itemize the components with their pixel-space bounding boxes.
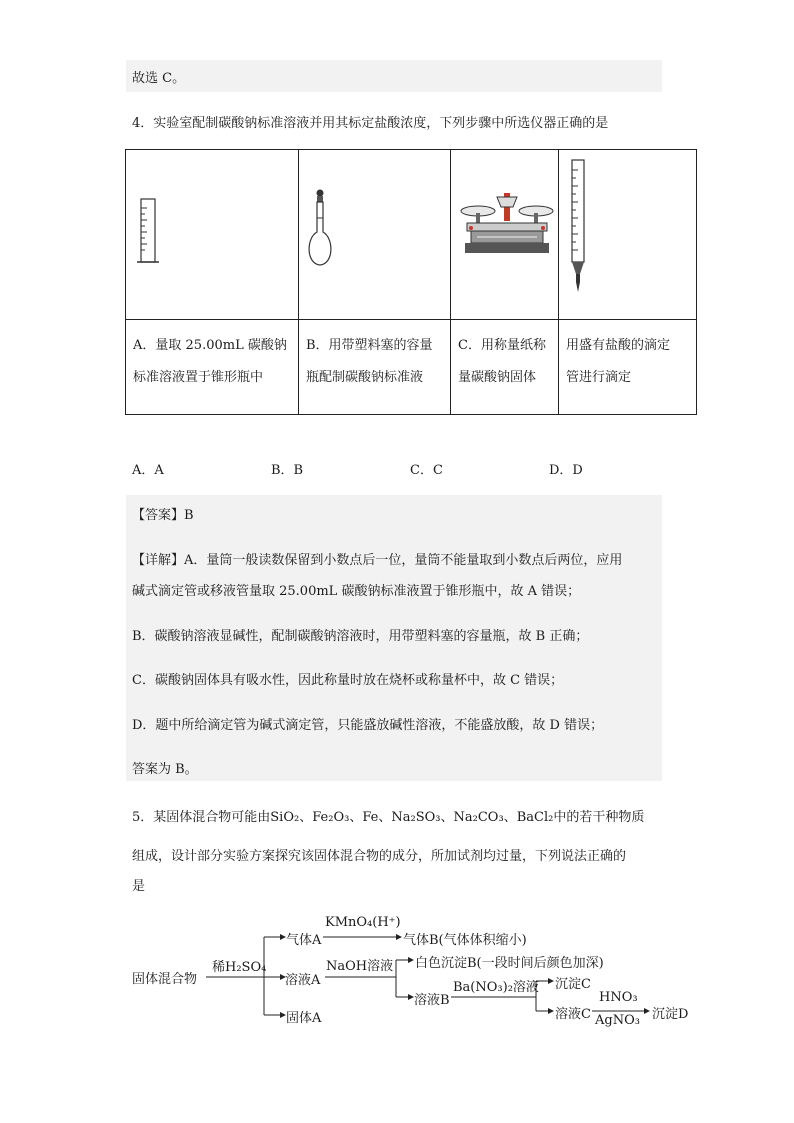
instrument-table [125,149,697,415]
flow-reagent-bano3: Ba(NO₃)₂溶液 [453,980,539,995]
cell-text-b: B．用带塑料塞的容量 瓶配制碳酸钠标准液 [299,320,451,415]
flow-solution-c: 溶液C [555,1007,591,1022]
detail-line-2: 碱式滴定管或移液管量取 25.00mL 碳酸钠标准液置于锥形瓶中，故 A 错误； [132,584,581,599]
option-a[interactable]: A．A [132,463,164,478]
flow-solution-b: 溶液B [414,993,450,1008]
substance-3: Fe [362,810,379,825]
detail-line-1: 【详解】A．量筒一般读数保留到小数点后一位，量筒不能量取到小数点后两位，应用 [132,553,623,568]
substance-5: Na₂CO₃ [453,810,504,825]
substance-2: Fe₂O₃ [312,810,350,825]
detail-line-3: B．碳酸钠溶液显碱性，配制碳酸钠溶液时，用带塑料塞的容量瓶，故 B 正确； [132,629,589,644]
question-5-stem-line2: 组成，设计部分实验方案探究该固体混合物的成分，所加试剂均过量，下列说法正确的 [132,849,627,864]
substance-6: BaCl₂ [516,810,554,825]
substance-1: SiO₂ [270,810,300,825]
flow-reagent-hno3: HNO₃ [599,990,638,1005]
flow-reagent-agno3: AgNO₃ [595,1013,640,1028]
substance-4: Na₂SO₃ [391,810,441,825]
flow-gas-a: 气体A [286,933,322,948]
detail-conclusion: 答案为 B。 [132,762,198,777]
option-d[interactable]: D．D [549,463,583,478]
flow-precipitate-d: 沉淀D [652,1007,689,1022]
detail-line-4: C．碳酸钠固体具有吸水性，因此称量时放在烧杯或称量杯中，故 C 错误； [132,673,564,688]
prev-answer-block [126,60,662,92]
question-4-stem: 4．实验室配制碳酸钠标准溶液并用其标定盐酸浓度，下列步骤中所选仪器正确的是 [132,116,609,131]
flow-precipitate-c: 沉淀C [555,977,591,992]
prev-answer-conclusion: 故选 C。 [132,71,186,86]
volumetric-flask-icon [304,188,344,270]
cell-image-b [299,150,451,320]
cell-image-c [451,150,559,320]
flow-solid-a: 固体A [286,1011,322,1026]
detail-line-5: D．题中所给滴定管为碱式滴定管，只能盛放碱性溶液，不能盛放酸，故 D 错误； [132,718,604,733]
burette-icon [566,158,596,298]
option-b[interactable]: B．B [271,463,304,478]
cell-image-d [559,150,697,320]
question-5-stem-line3: 是 [132,879,146,894]
balance-icon [457,187,557,267]
flow-gas-b: 气体B(气体体积缩小) [403,933,527,948]
flow-solution-a: 溶液A [285,973,321,988]
flow-reagent-h2so4: 稀H₂SO₄ [212,960,267,975]
question-5-stem-line1: 5．某固体混合物可能由SiO₂、Fe₂O₃、Fe、Na₂SO₃、Na₂CO₃、BaCl₂中的若干种物质 [132,810,645,825]
cell-text-d: 用盛有盐酸的滴定 管进行滴定 [559,320,697,415]
flow-white-precipitate: 白色沉淀B(一段时间后颜色加深) [415,956,604,971]
flow-reagent-naoh: NaOH溶液 [326,959,394,974]
answer-label: 【答案】B [132,508,194,523]
cell-text-a: A．量取 25.00mL 碳酸钠 标准溶液置于锥形瓶中 [126,320,299,415]
cell-image-a [126,150,299,320]
option-c[interactable]: C．C [410,463,443,478]
flow-reagent-kmno4: KMnO₄(H⁺) [325,915,401,930]
graduated-cylinder-icon [132,194,172,274]
flow-start: 固体混合物 [132,972,198,987]
cell-text-c: C．用称量纸称 量碳酸钠固体 [451,320,559,415]
